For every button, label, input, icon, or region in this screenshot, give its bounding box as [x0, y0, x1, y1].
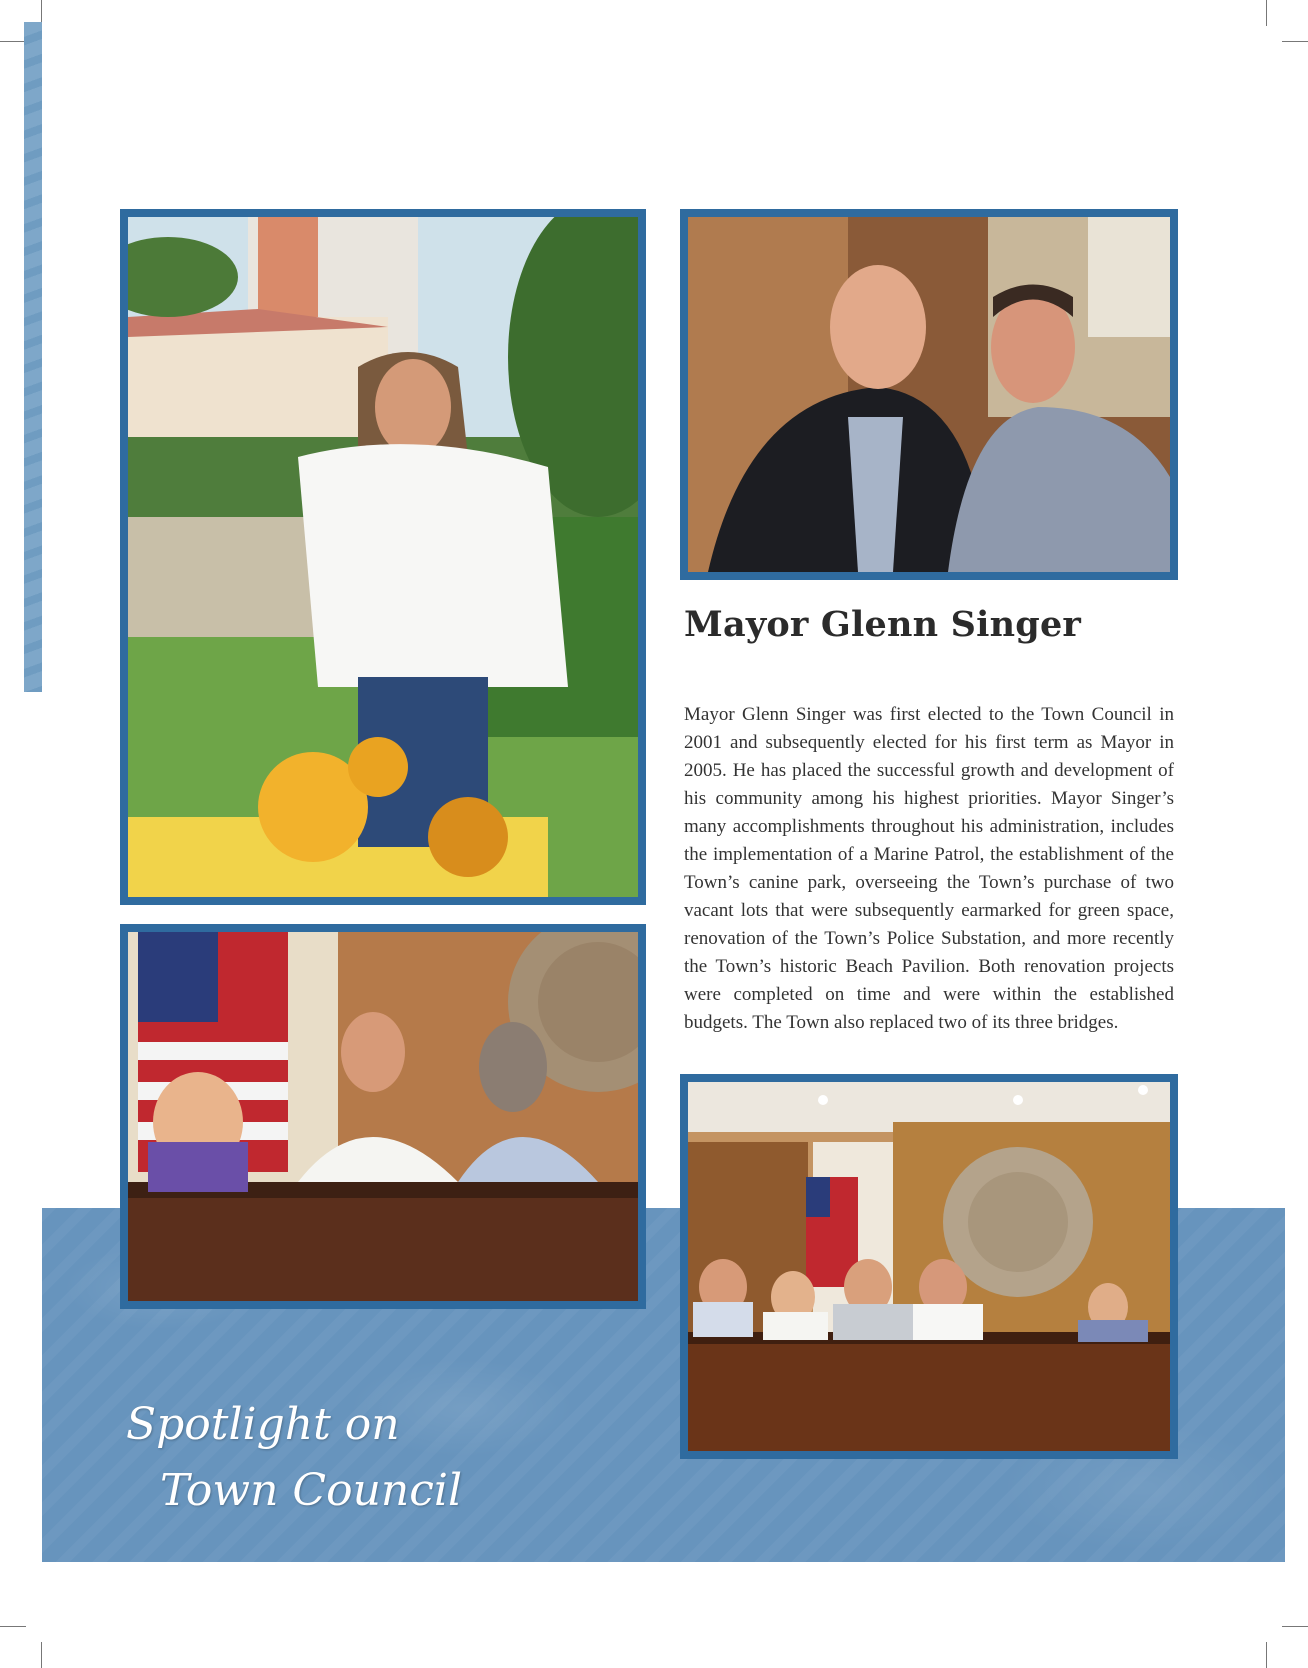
- photo-council-dais: [680, 1074, 1178, 1459]
- crop-mark: [0, 1626, 26, 1627]
- section-banner-title: [126, 1392, 462, 1524]
- crop-mark: [1282, 41, 1308, 42]
- photo-council-meeting-mayor: [120, 924, 646, 1309]
- article-title: Mayor Glenn Singer: [684, 604, 1082, 645]
- banner-line-1: Spotlight on: [126, 1399, 400, 1450]
- crop-mark: [0, 41, 26, 42]
- decorative-side-strip: [24, 22, 42, 692]
- banner-line-2: Town Council: [160, 1465, 463, 1516]
- crop-mark: [41, 1642, 42, 1668]
- photo-mayor-speaking: [120, 209, 646, 905]
- crop-mark: [1282, 1626, 1308, 1627]
- article-body: Mayor Glenn Singer was first elected to the Town Council in 2001 and subsequently elected for his first term as Mayor in 2005. He has placed the successful growth and development of his community among his highest priorities. Mayor Singer’s many accomplishments throughout his administration, includes the implementation of a Marine Patrol, the establishment of the Town’s canine park, overseeing the Town’s purchase of two vacant lots that were subsequently earmarked for green space, renovation of the Town’s Police Substation, and more recently the Town’s historic Beach Pavilion. Both renovation projects were completed on time and were within the established budgets. The Town also replaced two of its three bridges.: [684, 704, 1174, 1033]
- photo-mayor-with-guest: [680, 209, 1178, 580]
- crop-mark: [1266, 0, 1267, 26]
- crop-mark: [1266, 1642, 1267, 1668]
